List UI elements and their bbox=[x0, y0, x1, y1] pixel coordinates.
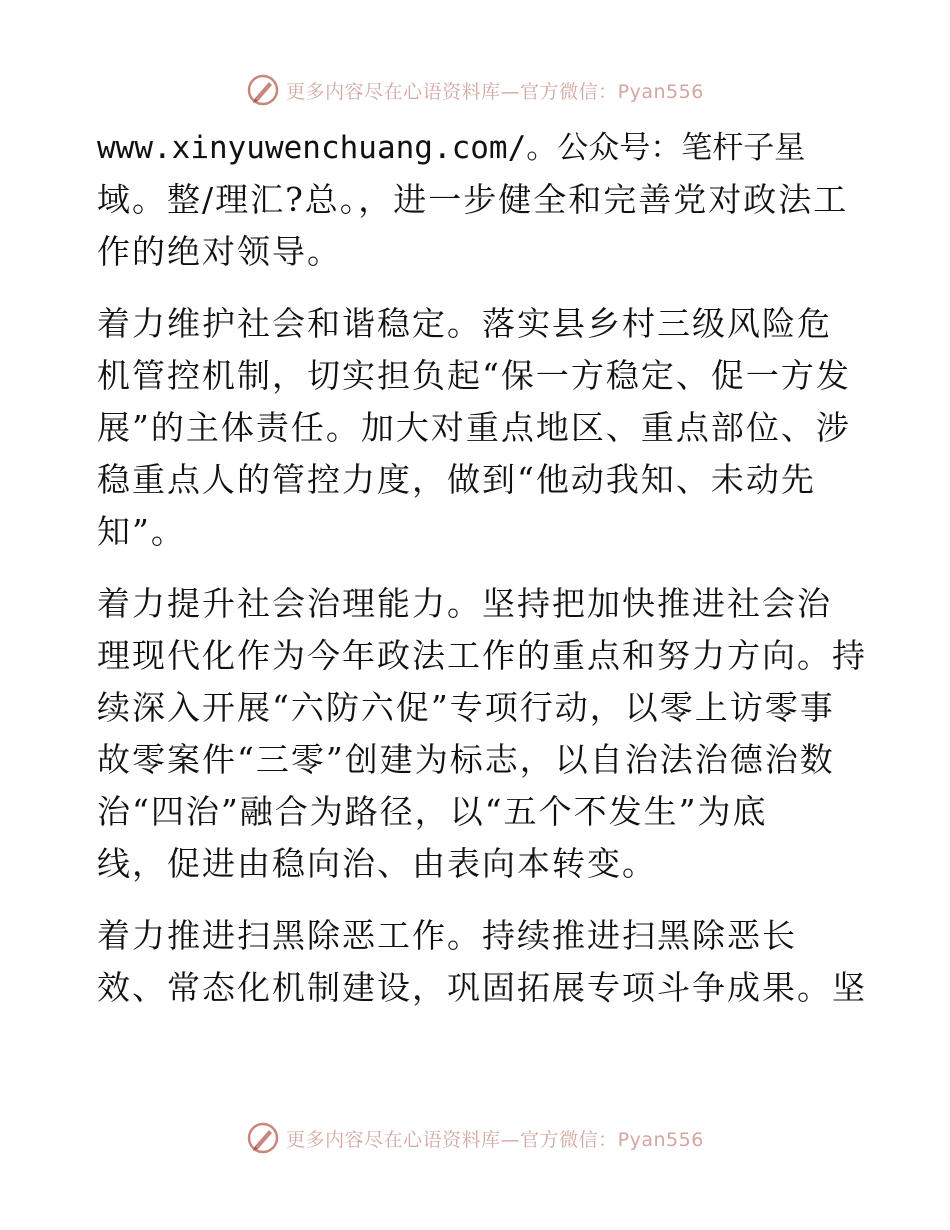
header-watermark bbox=[0, 70, 950, 110]
text-line: 展”的主体责任。加大对重点地区、重点部位、涉 bbox=[97, 408, 851, 447]
paragraph-2 bbox=[97, 298, 857, 558]
text-line: 知”。 bbox=[97, 512, 186, 551]
paragraph-1 bbox=[97, 122, 857, 278]
text-line: 理现代化作为今年政法工作的重点和努力方向。持 bbox=[97, 636, 867, 675]
text-line: 治“四治”融合为路径，以“五个不发生”为底 bbox=[97, 792, 768, 831]
text-line: 线，促进由稳向治、由表向本转变。 bbox=[97, 844, 657, 883]
text-line: 效、常态化机制建设，巩固拓展专项斗争成果。坚 bbox=[97, 968, 867, 1007]
text-line: 机管控机制，切实担负起“保一方稳定、促一方发 bbox=[97, 356, 851, 395]
document-body bbox=[97, 122, 867, 1014]
watermark-text: 更多内容尽在心语资料库—官方微信：Pyan556 bbox=[286, 80, 704, 103]
text-line: 着力维护社会和谐稳定。落实县乡村三级风险危 bbox=[97, 304, 832, 343]
watermark-text: 更多内容尽在心语资料库—官方微信：Pyan556 bbox=[286, 1128, 704, 1151]
paragraph-4 bbox=[97, 910, 867, 1014]
text-line: 着力提升社会治理能力。坚持把加快推进社会治 bbox=[97, 584, 832, 623]
text-line: 着力推进扫黑除恶工作。持续推进扫黑除恶长 bbox=[97, 916, 797, 955]
footer-watermark bbox=[0, 1118, 950, 1158]
text-line: 域。整/理汇?总。，进一步健全和完善党对政法工 bbox=[97, 180, 849, 219]
text-line: 作的绝对领导。 bbox=[97, 232, 342, 271]
text-line: www.xinyuwenchuang.com/。公众号：笔杆子星 bbox=[97, 130, 806, 166]
paragraph-3 bbox=[97, 578, 867, 890]
pen-logo-icon bbox=[246, 1121, 280, 1155]
pen-logo-icon bbox=[246, 73, 280, 107]
text-line: 故零案件“三零”创建为标志，以自治法治德治数 bbox=[97, 740, 835, 779]
text-line: 稳重点人的管控力度，做到“他动我知、未动先 bbox=[97, 460, 816, 499]
text-line: 续深入开展“六防六促”专项行动，以零上访零事 bbox=[97, 688, 835, 727]
